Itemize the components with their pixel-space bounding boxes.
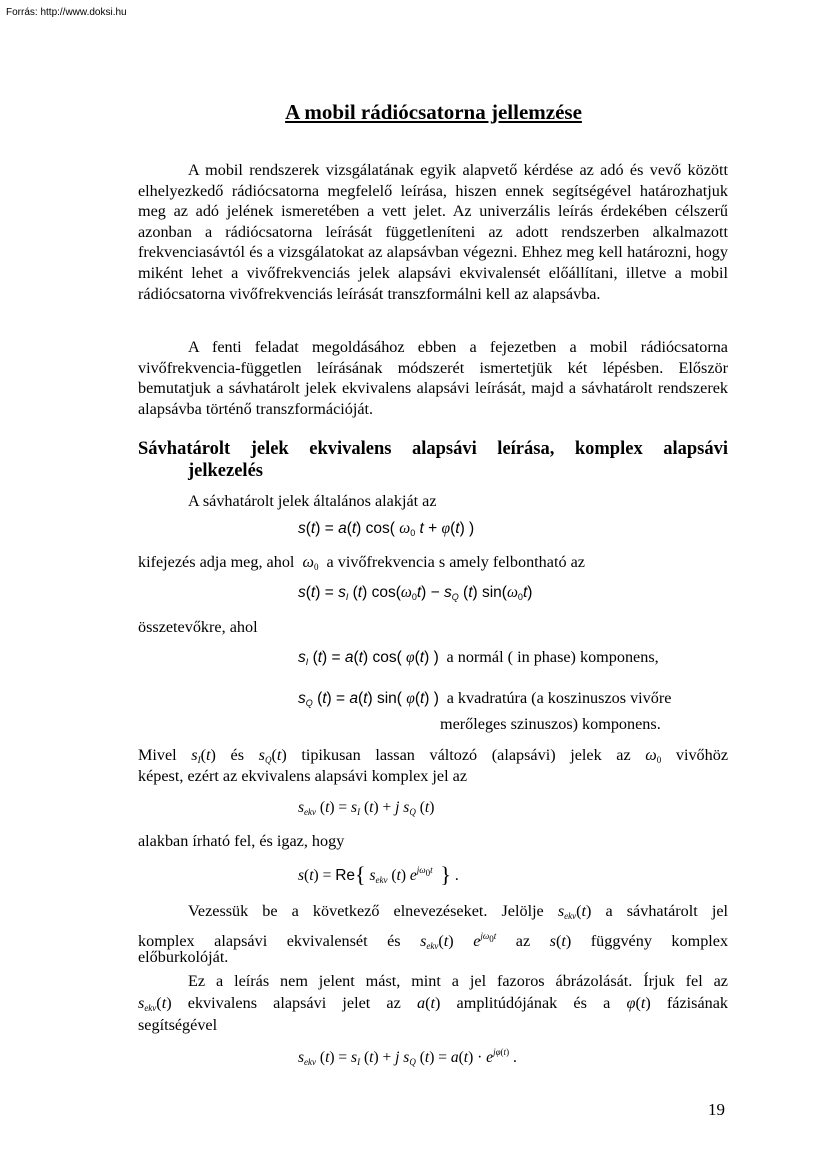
- equation-quadrature: $s_Q$ (t) = a(t) sin( φ(t) ) a kvadratúra (a koszinuszos vivőre: [298, 689, 672, 708]
- paragraph-slowly-varying-line1: Mivel $s_I(t)$ és $s_Q(t)$ tipikusan lassan változó (alapsávi) jelek az $\omega_0$ vivőhöz: [138, 746, 729, 765]
- paragraph-true-that: alakban írható fel, és igaz, hogy: [138, 832, 345, 850]
- paragraph-naming-line3: előburkolóját.: [138, 948, 229, 966]
- section-heading: [138, 438, 728, 482]
- equation-decomposition: $s(t) = s_I$ (t) $\cos(\omega_0t) - s_Q$ (t) $\sin(\omega_0t)$: [298, 584, 533, 602]
- quadrature-text-continued: merőleges szinuszos) komponens.: [440, 715, 661, 733]
- page-title: A mobil rádiócsatorna jellemzése: [285, 100, 582, 124]
- paragraph-slowly-varying-line2: képest, ezért az ekvivalens alapsávi komplex jel az: [138, 767, 467, 785]
- equation-complex-envelope: $s_{ekv}$ $(t) = s_I$ (t) + j $s_Q$ (t): [298, 799, 435, 817]
- equation-real-part: s(t) = Re{ $s_{ekv}$ (t) $e^{j\omega_0t}$ } .: [298, 862, 459, 887]
- paragraph-naming-line1: Vezessük be a következő elnevezéseket. Jelölje $s_{ekv}(t)$ a sávhatárolt jel: [188, 902, 729, 921]
- equation-phasor: $s_{ekv}$ $(t) = s_I$ (t) + j $s_Q$ $(t) = a(t) \cdot e^{j\varphi(t)}$ .: [298, 1047, 517, 1067]
- equation-general-form: s(t) = a(t) cos( $\omega_0$ t + φ(t) ): [298, 520, 475, 538]
- page-number: 19: [708, 1100, 725, 1119]
- source-label: Forrás: http://www.doksi.hu: [6, 7, 127, 18]
- paragraph-components: összetevőkre, ahol: [138, 618, 258, 636]
- paragraph-intro: A mobil rendszerek vizsgálatának egyik alapvető kérdése az adó és vevő között elhelyezkedő rádiócsatorna megfelelő leírása, hiszen ennek segítségével határozhatjuk meg az adó jelének ismeretében a vett jelet. Az univerzális leírás érdekében célszerű azonban a rádiócsatorna leírását függetleníteni az adott rendszerben alkalmazott frekvenciasávtól és a vizsgálatokat az alapsávban végezni. Ehhez meg kell határozni, hogy miként lehet a vivőfrekvenciás jelek alapsávi ekvivalensét előállítani, illetve a mobil rádiócsatorna vivőfrekvenciás leírását transzformálni kell az alapsávba.: [138, 161, 728, 303]
- paragraph-carrier: kifejezés adja meg, ahol $\omega_0$ a vivőfrekvencia s amely felbontható az: [138, 553, 585, 572]
- paragraph-phasor-line2: $s_{ekv}(t)$ ekvivalens alapsávi jelet az a(t) amplitúdójának és a φ(t) fázisának: [138, 994, 729, 1013]
- section-heading-line2: jelkezelés: [188, 461, 263, 481]
- paragraph-phasor-line3: segítségével: [138, 1016, 218, 1034]
- section-heading-line1: Sávhatárolt jelek ekvivalens alapsávi leírása, komplex alapsávi: [138, 439, 728, 459]
- paragraph-general-form: A sávhatárolt jelek általános alakját az: [188, 492, 437, 510]
- paragraph-phasor-line1: Ez a leírás nem jelent mást, mint a jel fazoros ábrázolását. Írjuk fel az: [188, 972, 728, 990]
- paragraph-naming-line2: komplex alapsávi ekvivalensét és $s_{ekv}(t)$ $e^{j\omega_0t}$ az s(t) függvény komplex: [138, 931, 729, 951]
- equation-in-phase: $s_I$ (t) = a(t) cos( φ(t) ) a normál ( in phase) komponens,: [298, 648, 659, 667]
- paragraph-task: A fenti feladat megoldásához ebben a fejezetben a mobil rádiócsatorna vivőfrekvencia-független leírásának módszerét ismertetjük két lépésben. Először bemutatjuk a sávhatárolt jelek ekvivalens alapsávi leírását, majd a sávhatárolt rendszerek alapsávba történő transzformációját.: [138, 338, 728, 418]
